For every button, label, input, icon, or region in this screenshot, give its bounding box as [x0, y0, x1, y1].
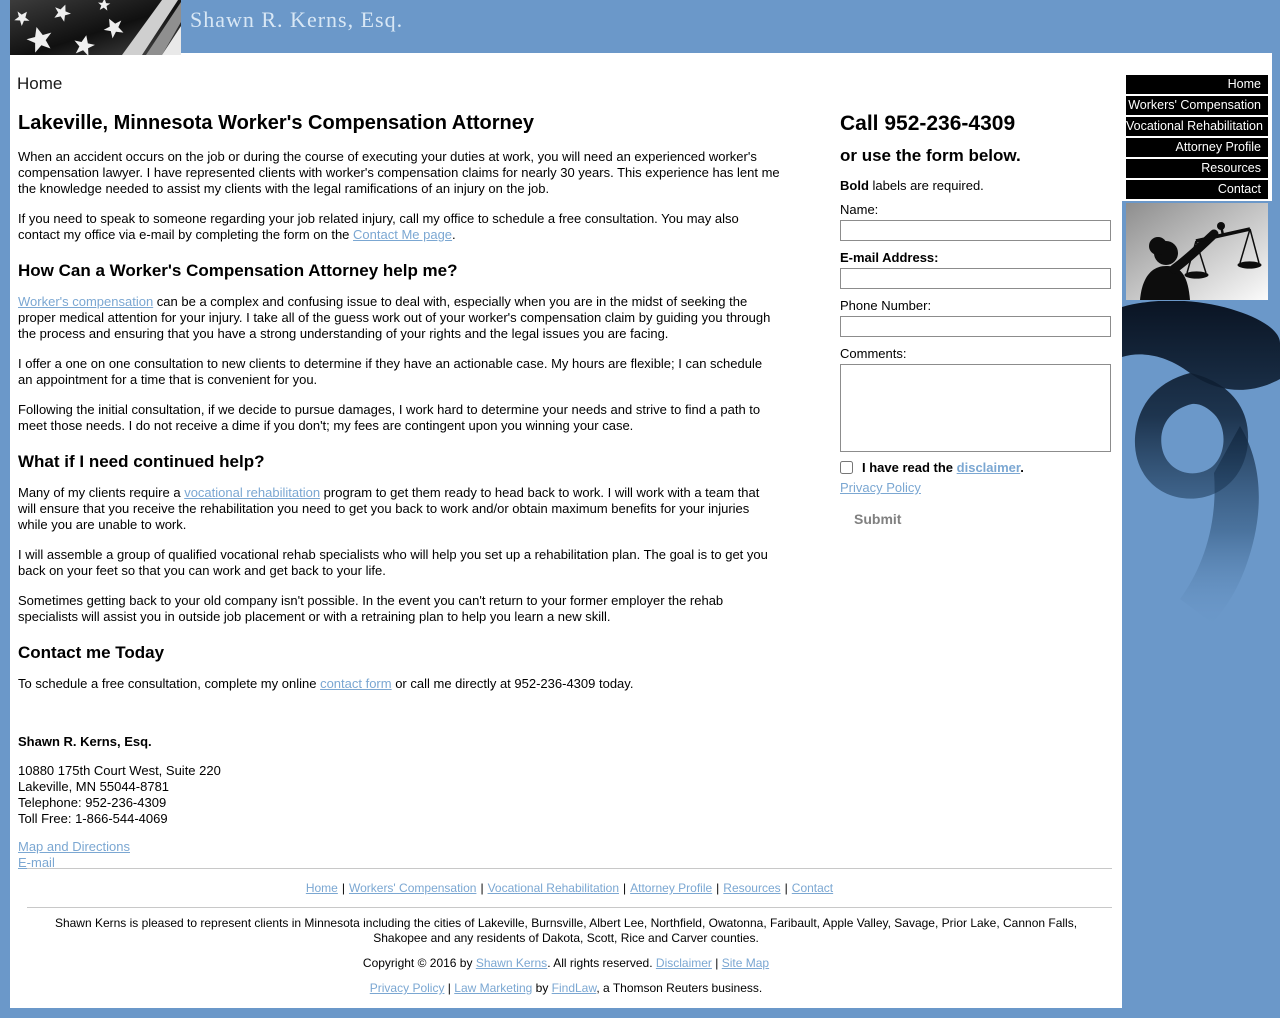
sitemap-link[interactable]: Site Map [721, 956, 770, 970]
phone-label: Phone Number: [840, 298, 932, 313]
map-directions-link[interactable]: Map and Directions [18, 839, 130, 854]
footer-link-home[interactable]: Home [305, 881, 338, 895]
footer-link-workers-compensation[interactable]: Workers' Compensation [348, 881, 477, 895]
footer-nav: Home | Workers' Compensation | Vocational Rehabilitation | Attorney Profile | Resources | Contact [27, 868, 1112, 908]
submit-button[interactable]: Submit [854, 511, 902, 527]
comments-textarea[interactable] [840, 364, 1111, 452]
email-link[interactable]: E-mail [18, 855, 55, 870]
ribbon-silhouette-graphic [1122, 301, 1280, 646]
email-input[interactable] [840, 268, 1111, 289]
page-breadcrumb: Home [17, 74, 63, 93]
paragraph-intro-2: If you need to speak to someone regarding your job related injury, call my office to schedule a free consultation. You may also contact my office via e-mail by completing the form on the Contact Me page. [18, 211, 739, 242]
form-subheading: or use the form below. [840, 146, 1021, 165]
disclaimer-row [840, 460, 1112, 475]
section-heading-how-help: How Can a Worker's Compensation Attorney help me? [18, 261, 458, 280]
nav-item-resources[interactable]: Resources [1126, 159, 1268, 178]
paragraph-intro-1: When an accident occurs on the job or during the course of executing your duties at work, you will need an experienced worker's compensation lawyer. I have represented clients with worker's compensation claims for nearly 30 years. This experience has lent me the knowledge needed to assist my clients with the legal ramifications of an injury on the job. [18, 149, 780, 196]
law-marketing-link[interactable]: Law Marketing [454, 981, 533, 995]
paragraph-how-2: I offer a one on one consultation to new clients to determine if they have an actionable case. My hours are flexible; I can schedule an appointment for a time that is convenient for you. [18, 356, 763, 387]
address-street: 10880 175th Court West, Suite 220 [18, 763, 221, 778]
article-column [18, 99, 780, 871]
paragraph-continued-2: I will assemble a group of qualified vocational rehab specialists who will help you set up a rehabilitation plan. The goal is to get you back on your feet so that you can work and get back to your life. [18, 547, 768, 578]
site-header [0, 0, 1280, 53]
name-input[interactable] [840, 220, 1111, 241]
main-content-area [10, 53, 1122, 1008]
email-label: E-mail Address: [840, 250, 939, 265]
us-flag-image [10, 0, 181, 55]
paragraph-continued-3: Sometimes getting back to your old company isn't possible. In the event you can't return to your former employer the rehab specialists will assist you in outside job placement or with a retraining plan to help you learn a new skill. [18, 593, 724, 624]
scales-of-justice-image [1126, 203, 1268, 300]
site-title: Shawn R. Kerns, Esq. [190, 7, 404, 32]
copyright-text: Copyright © 2016 by Shawn Kerns. All rights reserved. Disclaimer | Site Map [362, 956, 770, 970]
address-city: Lakeville, MN 55044-8781 [18, 779, 170, 794]
footer-link-vocational-rehabilitation[interactable]: Vocational Rehabilitation [487, 881, 619, 895]
comments-label: Comments: [840, 346, 907, 361]
contact-form-link[interactable]: contact form [320, 676, 392, 691]
required-note: Bold labels are required. [840, 178, 984, 193]
call-phone-heading: Call 952-236-4309 [840, 112, 1016, 135]
name-label: Name: [840, 202, 879, 217]
disclaimer-text: I have read the disclaimer. [862, 460, 1024, 475]
vocational-rehabilitation-link[interactable]: vocational rehabilitation [184, 485, 321, 500]
footer-privacy-row: Privacy Policy | Law Marketing by FindLaw, a Thomson Reuters business. [369, 981, 763, 995]
paragraph-how-1: Worker's compensation can be a complex and confusing issue to deal with, especially when you are in the midst of seeking the proper medical attention for your injury. I take all of the guess work out of your worker's compensation claim by guiding you through the process and ensuring that you have a strong understanding of your rights and the legal issues you are facing. [18, 294, 771, 341]
footer-link-attorney-profile[interactable]: Attorney Profile [630, 881, 713, 895]
side-nav [1126, 75, 1268, 201]
disclaimer-checkbox[interactable] [840, 461, 853, 474]
disclaimer-link[interactable]: disclaimer [956, 460, 1021, 475]
phone-input[interactable] [840, 316, 1111, 337]
privacy-policy-link[interactable]: Privacy Policy [840, 480, 921, 495]
nav-item-home[interactable]: Home [1126, 75, 1268, 94]
nav-item-attorney-profile[interactable]: Attorney Profile [1126, 138, 1268, 157]
page-title: Lakeville, Minnesota Worker's Compensation Attorney [18, 112, 534, 134]
section-heading-continued-help: What if I need continued help? [18, 452, 265, 471]
address-block [18, 734, 780, 871]
shawn-kerns-link[interactable]: Shawn Kerns [475, 956, 548, 970]
contact-me-page-link[interactable]: Contact Me page [353, 227, 453, 242]
workers-compensation-link[interactable]: Worker's compensation [18, 294, 154, 309]
nav-item-contact[interactable]: Contact [1126, 180, 1268, 199]
privacy-policy-footer-link[interactable]: Privacy Policy [369, 981, 445, 995]
nav-item-workers-compensation[interactable]: Workers' Compensation [1126, 96, 1268, 115]
paragraph-continued-1: Many of my clients require a vocational rehabilitation program to get them ready to head back to work. I will work with a team that will ensure that you receive the rehabilitation you need to get you back to work and/or obtain maximum benefits for your injuries while you are unable to work. [18, 485, 760, 532]
footer-link-resources[interactable]: Resources [723, 881, 781, 895]
findlaw-link[interactable]: FindLaw [551, 981, 597, 995]
address-tollfree: Toll Free: 1-866-544-4069 [18, 811, 168, 826]
section-heading-contact-today: Contact me Today [18, 643, 165, 662]
disclaimer-footer-link[interactable]: Disclaimer [655, 956, 712, 970]
attorney-name: Shawn R. Kerns, Esq. [18, 734, 152, 749]
contact-form [840, 101, 1112, 527]
paragraph-contact: To schedule a free consultation, complete my online contact form or call me directly at 952-236-4309 today. [18, 676, 634, 691]
footer-link-contact[interactable]: Contact [791, 881, 834, 895]
footer-cities-text: Shawn Kerns is pleased to represent clients in Minnesota including the cities of Lakeville, Burnsville, Albert Lee, Northfield, Owatonna, Faribault, Apple Valley, Savage, Prior Lake, Cannon Falls, Shakopee and any residents of Dakota, Scott, Rice and Carver counties. [54, 916, 1078, 945]
address-telephone: Telephone: 952-236-4309 [18, 795, 167, 810]
nav-item-vocational-rehabilitation[interactable]: Vocational Rehabilitation [1126, 117, 1268, 136]
paragraph-how-3: Following the initial consultation, if we decide to pursue damages, I work hard to determine your needs and strive to find a path to meet those needs. I do not receive a dime if you don't; my fees are contingent upon you winning your case. [18, 402, 761, 433]
